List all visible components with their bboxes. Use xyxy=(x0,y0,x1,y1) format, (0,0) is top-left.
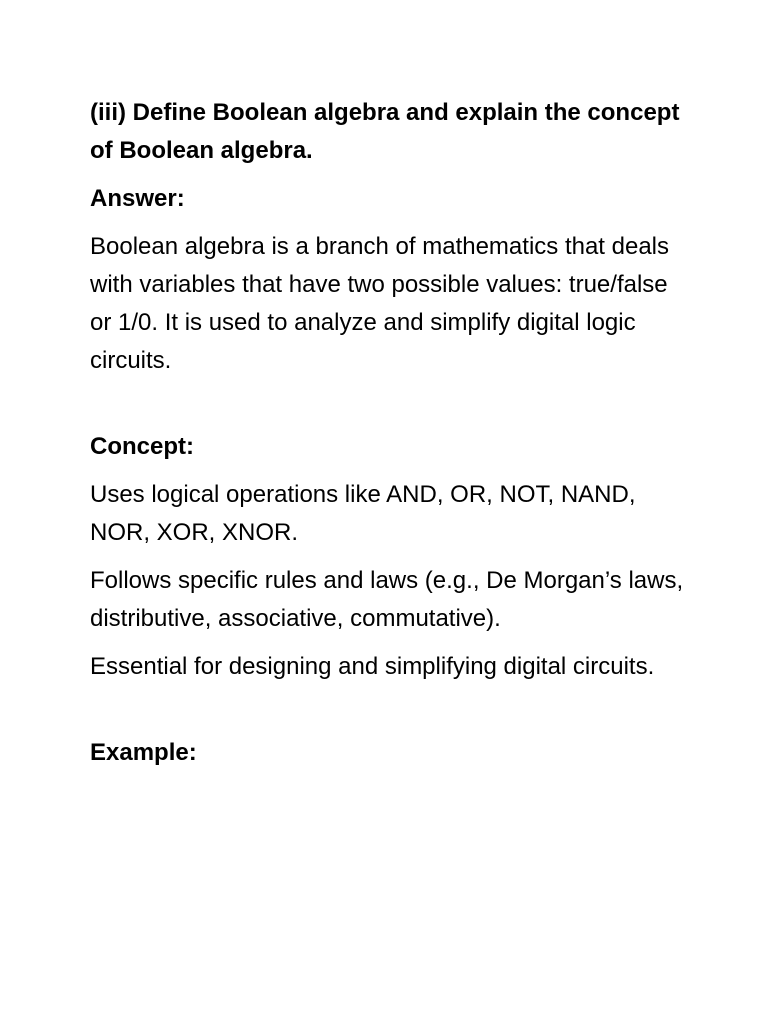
concept-point: Follows specific rules and laws (e.g., De Morgan’s laws, distributive, associative, commutative). xyxy=(90,567,684,632)
concept-point: Uses logical operations like AND, OR, NOT, NAND, NOR, XOR, XNOR. xyxy=(90,481,636,546)
example-heading: Example: xyxy=(90,739,197,766)
document-page xyxy=(90,94,690,772)
concept-heading: Concept: xyxy=(90,433,194,460)
answer-paragraph: Boolean algebra is a branch of mathematics that deals with variables that have two possible values: true/false or 1/0. It is used to analyze and simplify digital logic circuits. xyxy=(90,233,670,374)
answer-heading: Answer: xyxy=(90,185,185,212)
question-heading: (iii) Define Boolean algebra and explain the concept of Boolean algebra. xyxy=(90,99,680,164)
concept-point: Essential for designing and simplifying digital circuits. xyxy=(90,653,655,680)
